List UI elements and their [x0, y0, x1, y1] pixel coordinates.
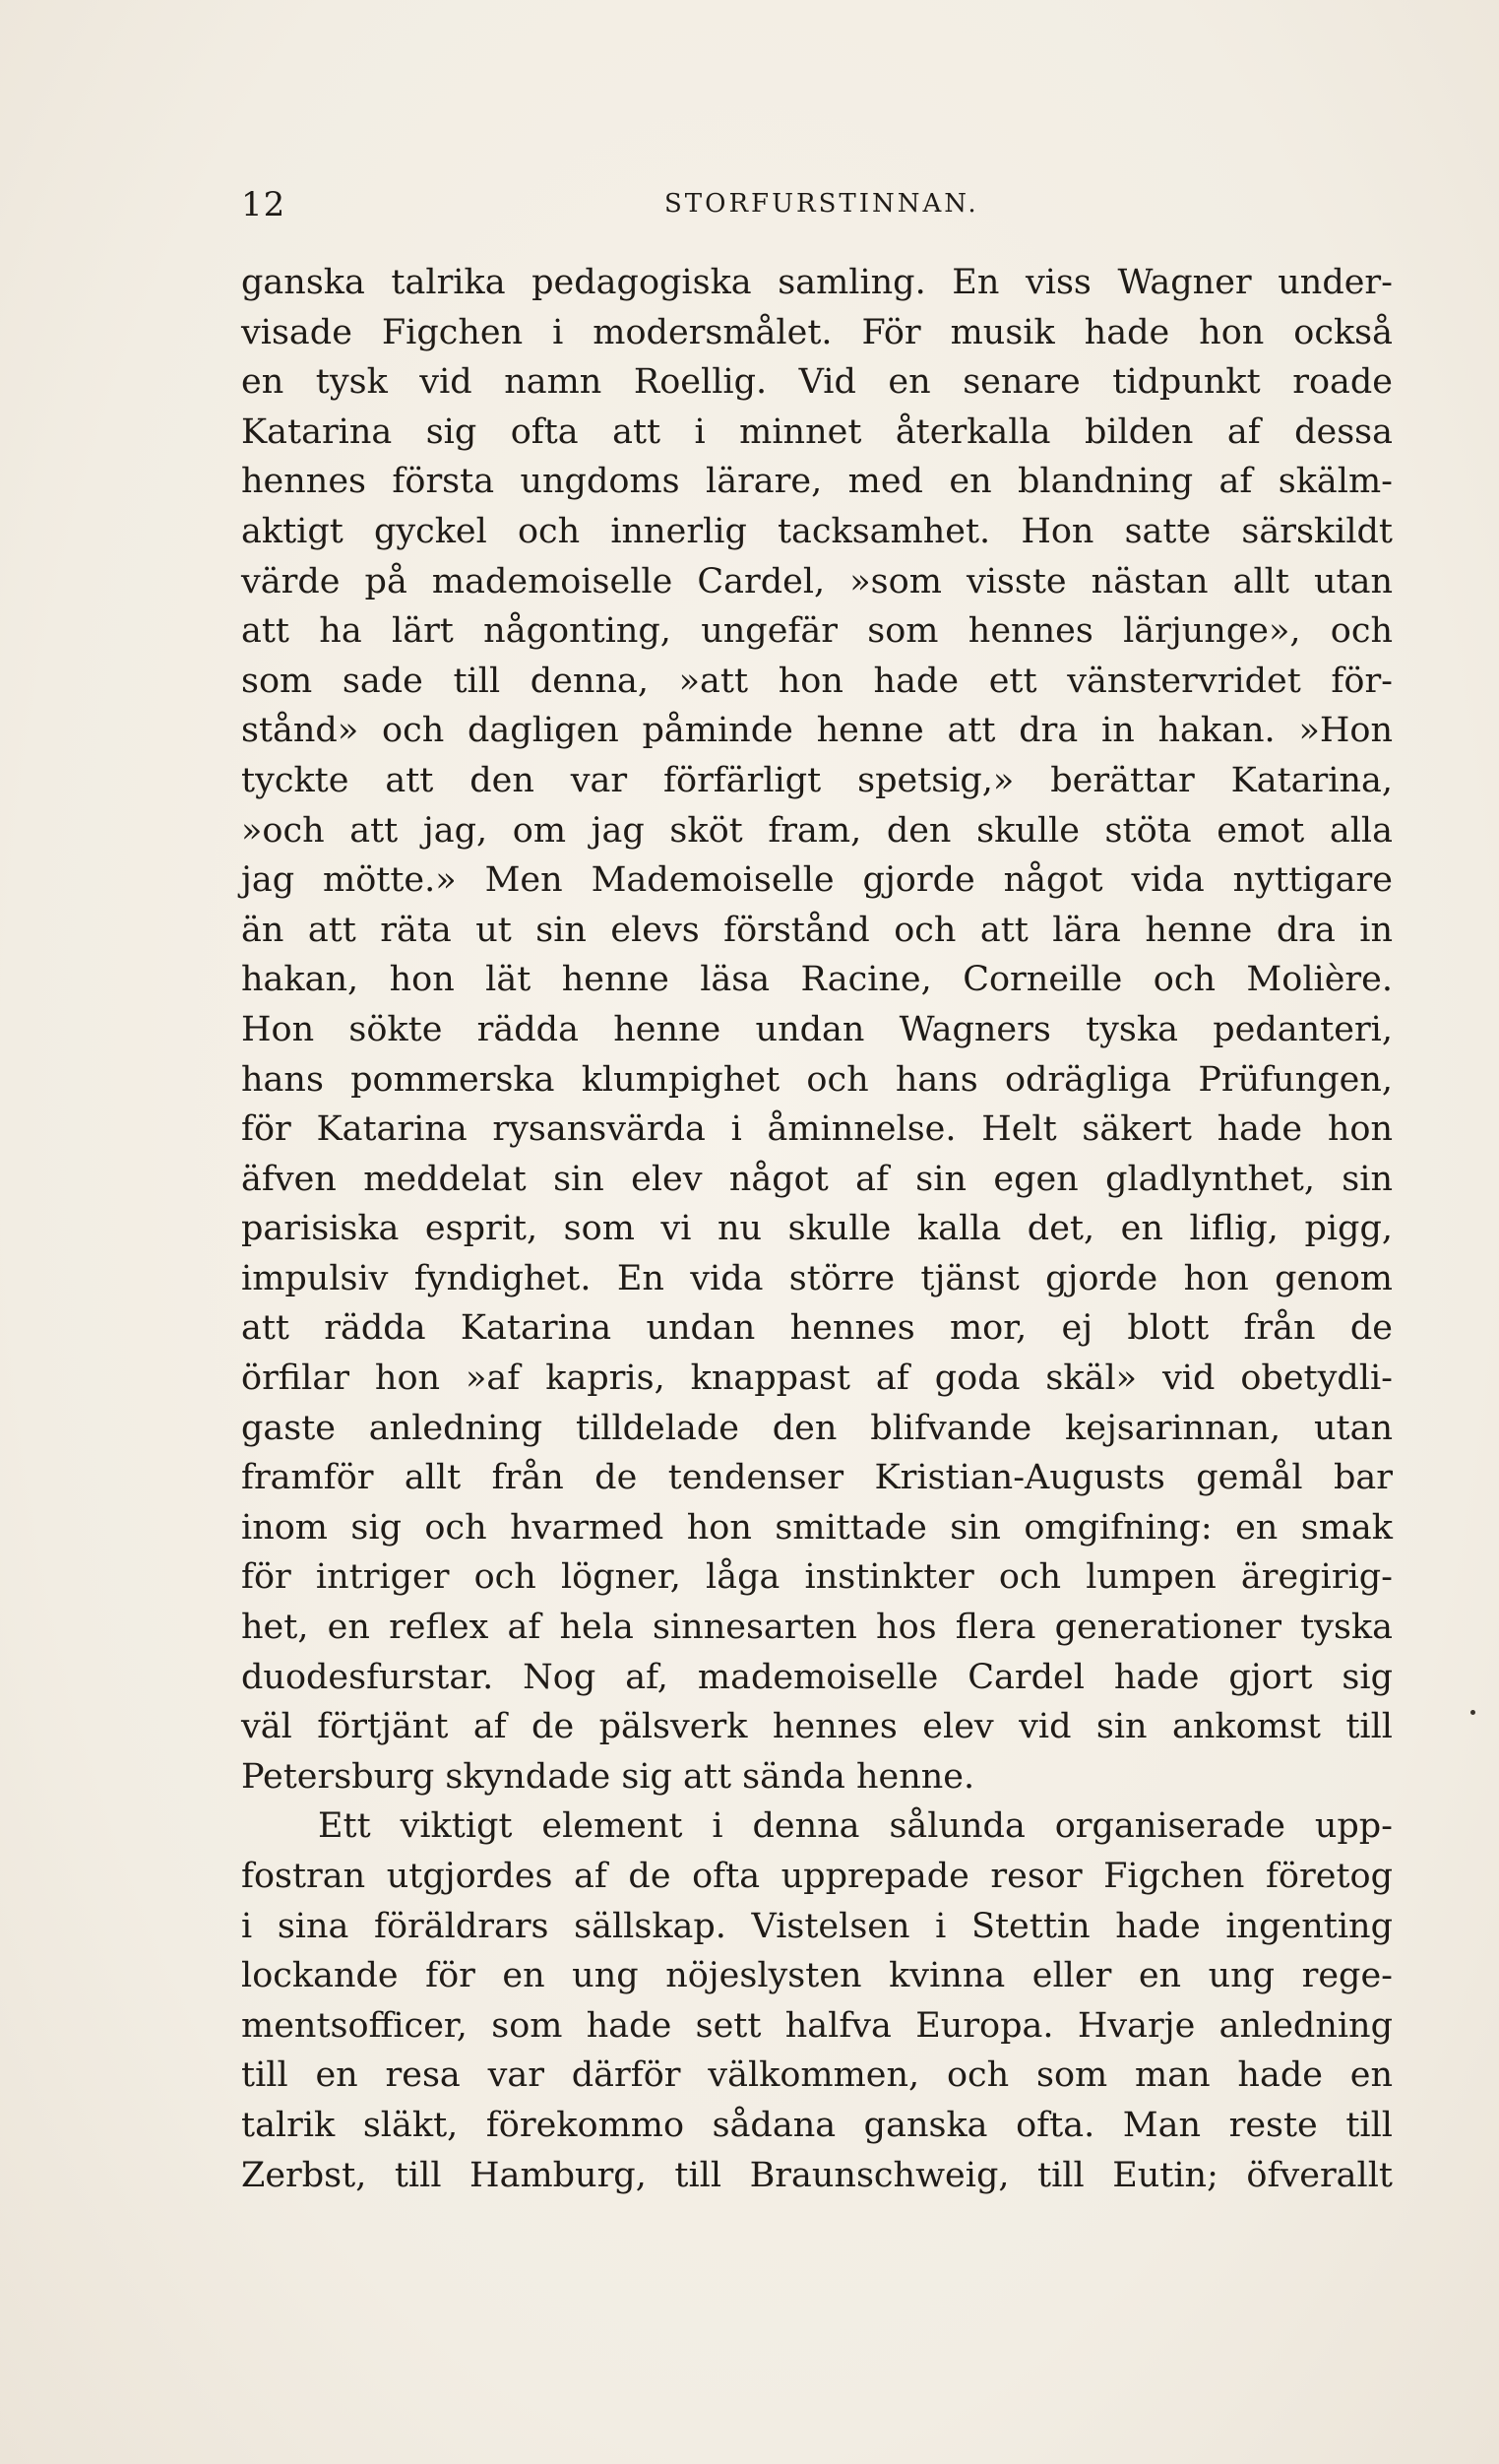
text-line: Hon sökte rädda henne undan Wagners tyska pedanteri,: [241, 1009, 1393, 1049]
text-line: lockande för en ung nöjeslysten kvinna eller en ung rege-: [241, 1956, 1393, 1996]
text-line: framför allt från de tendenser Kristian-Augusts gemål bar: [241, 1458, 1393, 1498]
text-line: visade Figchen i modersmålet. För musik hade hon också: [241, 312, 1393, 352]
text-line: fostran utgjordes af de ofta upprepade resor Figchen företog: [241, 1857, 1393, 1896]
margin-speck: [1470, 1710, 1475, 1715]
text-line: stånd» och dagligen påminde henne att dra in hakan. »Hon: [241, 711, 1393, 751]
text-line: för intriger och lögner, låga instinkter och lumpen äregirig-: [241, 1557, 1393, 1598]
text-line: väl förtjänt af de pälsverk hennes elev vid sin ankomst till: [241, 1707, 1393, 1747]
page-header: [241, 185, 1393, 224]
page-number: 12: [241, 185, 286, 224]
running-title: STORFURSTINNAN.: [664, 189, 979, 219]
text-line: en tysk vid namn Roellig. Vid en senare tidpunkt roade: [241, 362, 1393, 403]
text-line: »och att jag, om jag sköt fram, den skulle stöta emot alla: [241, 810, 1393, 851]
text-line: Ett viktigt element i denna sålunda organiserade upp-: [318, 1806, 1393, 1847]
text-line: i sina föräldrars sällskap. Vistelsen i Stettin hade ingenting: [241, 1906, 1393, 1946]
text-line: het, en reflex af hela sinnesarten hos flera generationer tyska: [241, 1608, 1393, 1648]
text-line: som sade till denna, »att hon hade ett vänstervridet för-: [241, 661, 1393, 701]
text-line: tyckte att den var förfärligt spetsig,» berättar Katarina,: [241, 760, 1393, 800]
text-line: Katarina sig ofta att i minnet återkalla bilden af dessa: [241, 411, 1393, 452]
text-line: talrik släkt, förekommo sådana ganska ofta. Man reste till: [241, 2105, 1393, 2145]
text-line: hakan, hon lät henne läsa Racine, Corneille och Molière.: [241, 960, 1393, 1000]
body-text: [241, 258, 1393, 2200]
text-line: hans pommerska klumpighet och hans odrägliga Prüfungen,: [241, 1059, 1393, 1100]
text-line: jag mötte.» Men Mademoiselle gjorde något vida nyttigare: [241, 860, 1393, 901]
text-line: Petersburg skyndade sig att sända henne.: [241, 1756, 975, 1797]
text-line: aktigt gyckel och innerlig tacksamhet. Hon satte särskildt: [241, 511, 1393, 551]
text-line: för Katarina rysansvärda i åminnelse. Helt säkert hade hon: [241, 1109, 1393, 1150]
text-line: än att räta ut sin elevs förstånd och att lära henne dra in: [241, 910, 1393, 950]
text-line: gaste anledning tilldelade den blifvande kejsarinnan, utan: [241, 1408, 1393, 1448]
text-line: Zerbst, till Hamburg, till Braunschweig, till Eutin; öfverallt: [241, 2155, 1393, 2195]
text-line: äfven meddelat sin elev något af sin egen gladlynthet, sin: [241, 1159, 1393, 1199]
text-line: parisiska esprit, som vi nu skulle kalla det, en liflig, pigg,: [241, 1209, 1393, 1249]
text-line: örfilar hon »af kapris, knappast af goda skäl» vid obetydli-: [241, 1358, 1393, 1399]
text-line: hennes första ungdoms lärare, med en blandning af skälm-: [241, 462, 1393, 502]
text-line: impulsiv fyndighet. En vida större tjänst gjorde hon genom: [241, 1258, 1393, 1298]
text-line: ganska talrika pedagogiska samling. En viss Wagner under-: [241, 263, 1393, 302]
text-line: inom sig och hvarmed hon smittade sin omgifning: en smak: [241, 1507, 1393, 1548]
text-line: värde på mademoiselle Cardel, »som visste nästan allt utan: [241, 561, 1393, 601]
text-line: att ha lärt någonting, ungefär som hennes lärjunge», och: [241, 611, 1393, 652]
text-line: att rädda Katarina undan hennes mor, ej blott från de: [241, 1308, 1393, 1349]
text-line: duodesfurstar. Nog af, mademoiselle Cardel hade gjort sig: [241, 1657, 1393, 1697]
text-line: till en resa var därför välkommen, och som man hade en: [241, 2055, 1393, 2096]
text-line: mentsofficer, som hade sett halfva Europa. Hvarje anledning: [241, 2005, 1393, 2046]
